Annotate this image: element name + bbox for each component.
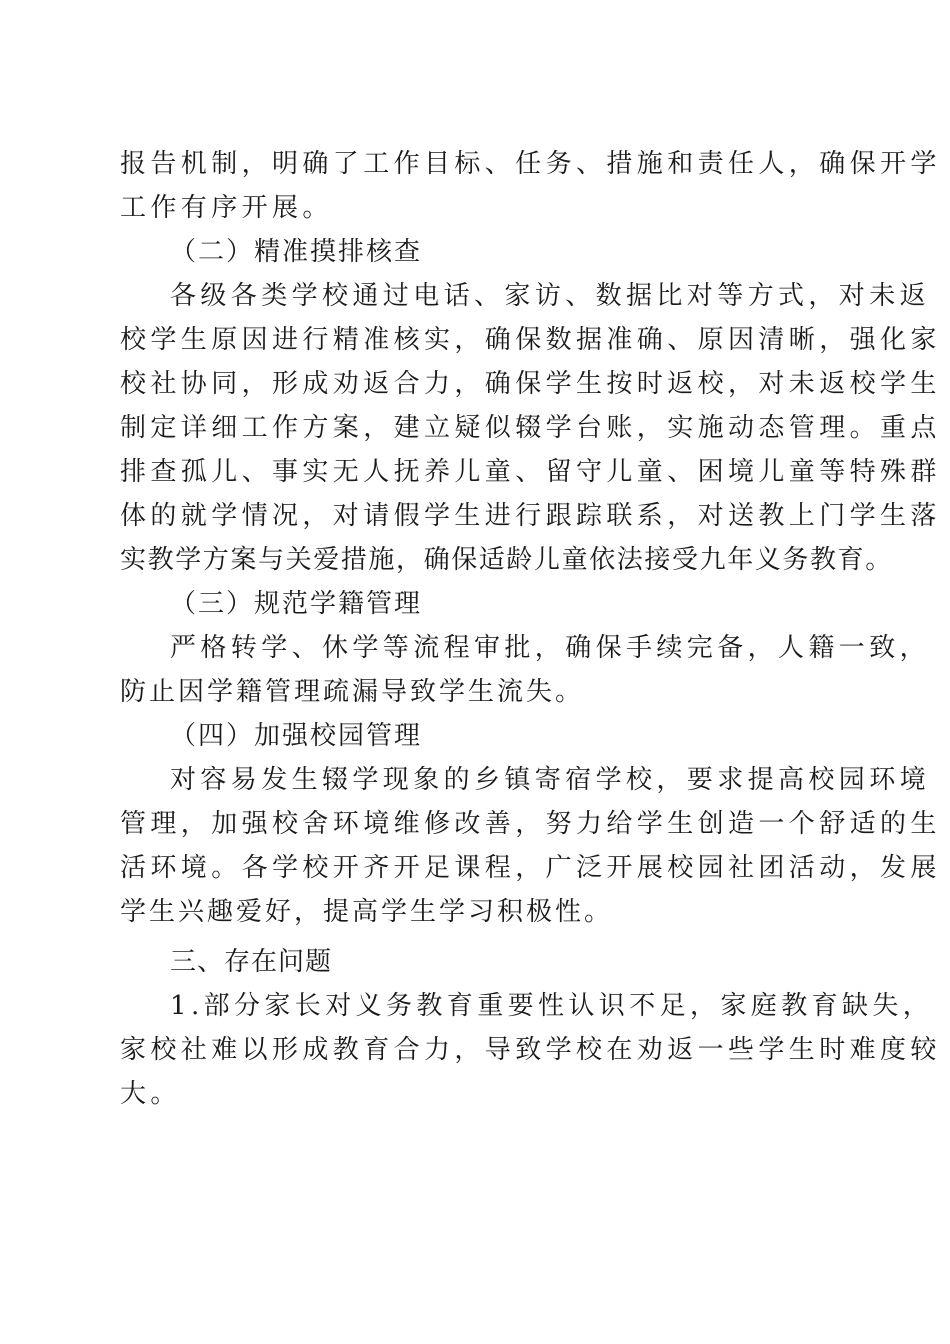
paragraph-line: 活环境。各学校开齐开足课程，广泛开展校园社团活动，发展 xyxy=(120,853,941,883)
paragraph-line: 校学生原因进行精准核实，确保数据准确、原因清晰，强化家 xyxy=(120,325,941,355)
paragraph-line: 防止因学籍管理疏漏导致学生流失。 xyxy=(120,677,585,707)
paragraph-line: 报告机制，明确了工作目标、任务、措施和责任人，确保开学 xyxy=(120,149,941,179)
paragraph-line: 家校社难以形成教育合力，导致学校在劝返一些学生时难度较 xyxy=(120,1035,941,1065)
subheading-student-records: （三）规范学籍管理 xyxy=(170,589,423,619)
paragraph-screening-details xyxy=(120,274,941,582)
paragraph-line: 对容易发生辍学现象的乡镇寄宿学校，要求提高校园环境 xyxy=(170,765,931,795)
paragraph-line: 各级各类学校通过电话、家访、数据比对等方式，对未返 xyxy=(170,281,931,311)
paragraph-line: 体的就学情况，对请假学生进行跟踪联系，对送教上门学生落 xyxy=(120,501,941,531)
paragraph-line: 1.部分家长对义务教育重要性认识不足，家庭教育缺失， xyxy=(170,991,934,1021)
paragraph-student-records xyxy=(120,626,931,714)
paragraph-line: 管理，加强校舍环境维修改善，努力给学生创造一个舒适的生 xyxy=(120,809,941,839)
paragraph-line: 学生兴趣爱好，提高学生学习积极性。 xyxy=(120,897,614,927)
paragraph-campus-management xyxy=(120,758,941,934)
paragraph-line: 大。 xyxy=(120,1079,181,1109)
paragraph-reporting-mechanism xyxy=(120,142,941,230)
section-heading-existing-problems: 三、存在问题 xyxy=(170,947,333,977)
paragraph-line: 校社协同，形成劝返合力，确保学生按时返校，对未返校学生 xyxy=(120,369,941,399)
paragraph-problem-1 xyxy=(120,984,941,1116)
paragraph-line: 严格转学、休学等流程审批，确保手续完备，人籍一致， xyxy=(170,633,931,663)
subheading-campus-management: （四）加强校园管理 xyxy=(170,721,423,751)
paragraph-line: 工作有序开展。 xyxy=(120,193,333,223)
paragraph-line: 制定详细工作方案，建立疑似辍学台账，实施动态管理。重点 xyxy=(120,413,941,443)
subheading-precise-screening: （二）精准摸排核查 xyxy=(170,237,423,267)
document-body xyxy=(120,142,941,1116)
paragraph-line: 实教学方案与关爱措施，确保适龄儿童依法接受九年义务教育。 xyxy=(120,545,893,575)
paragraph-line: 排查孤儿、事实无人抚养儿童、留守儿童、困境儿童等特殊群 xyxy=(120,457,941,487)
